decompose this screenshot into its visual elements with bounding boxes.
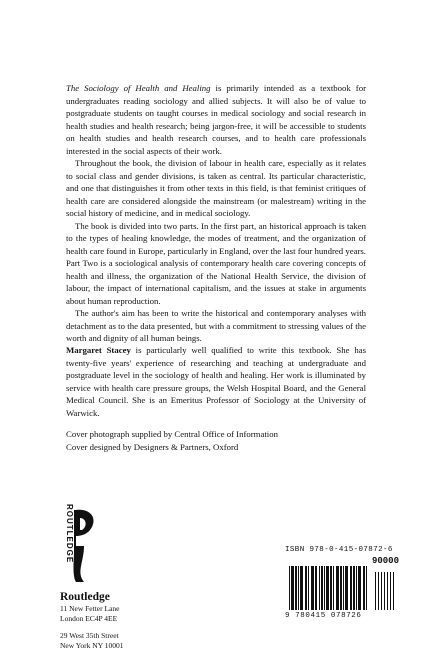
author-bio-text: is particularly well qualified to write this textbook. She has twenty-five years' experience of researching and teaching at undergraduate and postgraduate level in the sociology of health and healing. Her work is illuminated by service with health care pressure groups, the Welsh Hospital Board, and the General Medical Council. She is an Emeritus Professor of Sociology at the University of Warwick.: [66, 345, 366, 418]
barcode-bar: [358, 566, 361, 610]
book-description: [66, 82, 366, 345]
barcode-bar: [333, 566, 334, 610]
description-text: is primarily intended as a textbook for undergraduates reading sociology and allied subjects. It will also be of value to postgraduate students on taught courses in medical sociology and social research in health studies and health research; being jargon-free, it will be accessible to students on health studies and health research courses, and to health care professionals interested in the social aspects of their work.: [66, 83, 366, 156]
isbn-barcode: [285, 546, 401, 626]
addon-bar: [387, 572, 388, 610]
barcode-bar: [343, 566, 344, 610]
barcode-bar: [324, 566, 325, 610]
barcode-bar: [298, 566, 299, 610]
author-name: Margaret Stacey: [66, 345, 131, 355]
barcode-number: 9 780415 078726: [285, 612, 401, 620]
description-paragraph-1: [66, 82, 366, 157]
address-london-line-1: 11 New Fetter Lane: [60, 604, 180, 614]
price-code: 90000: [285, 556, 399, 566]
barcode-bar: [336, 566, 339, 610]
barcode-bar: [330, 566, 332, 610]
barcode-bar: [321, 566, 323, 610]
address-newyork-line-2: New York NY 10001: [60, 641, 180, 650]
barcode-bar: [350, 566, 352, 610]
barcode-bar: [305, 566, 307, 610]
address-london-line-2: London EC4P 4EE: [60, 614, 180, 624]
barcode-bar: [356, 566, 357, 610]
publisher-logo-wordmark: ROUTLEDGE: [64, 504, 74, 584]
barcode-bars: [285, 566, 399, 612]
barcode-bar: [366, 566, 367, 610]
barcode-bar: [300, 566, 303, 610]
book-title: The Sociology of Health and Healing: [66, 83, 211, 93]
barcode-bar: [295, 566, 297, 610]
description-paragraph-3: The book is divided into two parts. In the first part, an historical approach is taken to the types of healing knowledge, the modes of treatment, and the organization of health care found in Europe, particularly in England, over the last four hundred years. Part Two is a sociological analysis of contemporary health care covering concepts of health and illness, the organization of the National Health Service, the division of labour, the impact of international capitalism, and the issues at stake in arguments about human reproduction.: [66, 220, 366, 308]
addon-bar: [378, 572, 379, 610]
barcode-bar: [315, 566, 317, 610]
barcode-bar: [363, 566, 365, 610]
cover-credits: [66, 428, 366, 453]
design-credit: Cover designed by Designers & Partners, Oxford: [66, 441, 366, 454]
routledge-logo-icon: [62, 506, 102, 586]
publisher-name: Routledge: [60, 591, 180, 604]
addon-bar: [390, 572, 391, 610]
addon-bar: [375, 572, 376, 610]
barcode-bar: [340, 566, 342, 610]
publisher-info: [60, 591, 180, 650]
barcode-bar: [308, 566, 309, 610]
barcode-bar: [326, 566, 329, 610]
address-newyork-line-1: 29 West 35th Street: [60, 631, 180, 641]
addon-bar: [381, 572, 382, 610]
barcode-bar: [353, 566, 355, 610]
description-paragraph-4: The author's aim has been to write the historical and contemporary analyses with detachment as to the data presented, but with a commitment to stressing values of the worth and dignity of all human beings.: [66, 307, 366, 345]
addon-bar: [384, 572, 385, 610]
barcode-bar: [289, 566, 290, 610]
barcode-bar: [319, 566, 320, 610]
isbn-text: ISBN 978-0-415-07872-6: [285, 546, 401, 554]
author-bio: [66, 344, 366, 419]
addon-bar: [393, 572, 394, 610]
description-paragraph-2: Throughout the book, the division of labour in health care, especially as it relates to social class and gender divisions, is taken as central. Its particular characteristic, and one that distinguishes it from other texts in this field, is that feminist critiques of health care are considered alongside the mainstream (or malestream) writing in the social history of medicine, and in medical sociology.: [66, 157, 366, 220]
barcode-bar: [345, 566, 348, 610]
barcode-bar: [311, 566, 314, 610]
photo-credit: Cover photograph supplied by Central Office of Information: [66, 428, 366, 441]
barcode-bar: [291, 566, 294, 610]
